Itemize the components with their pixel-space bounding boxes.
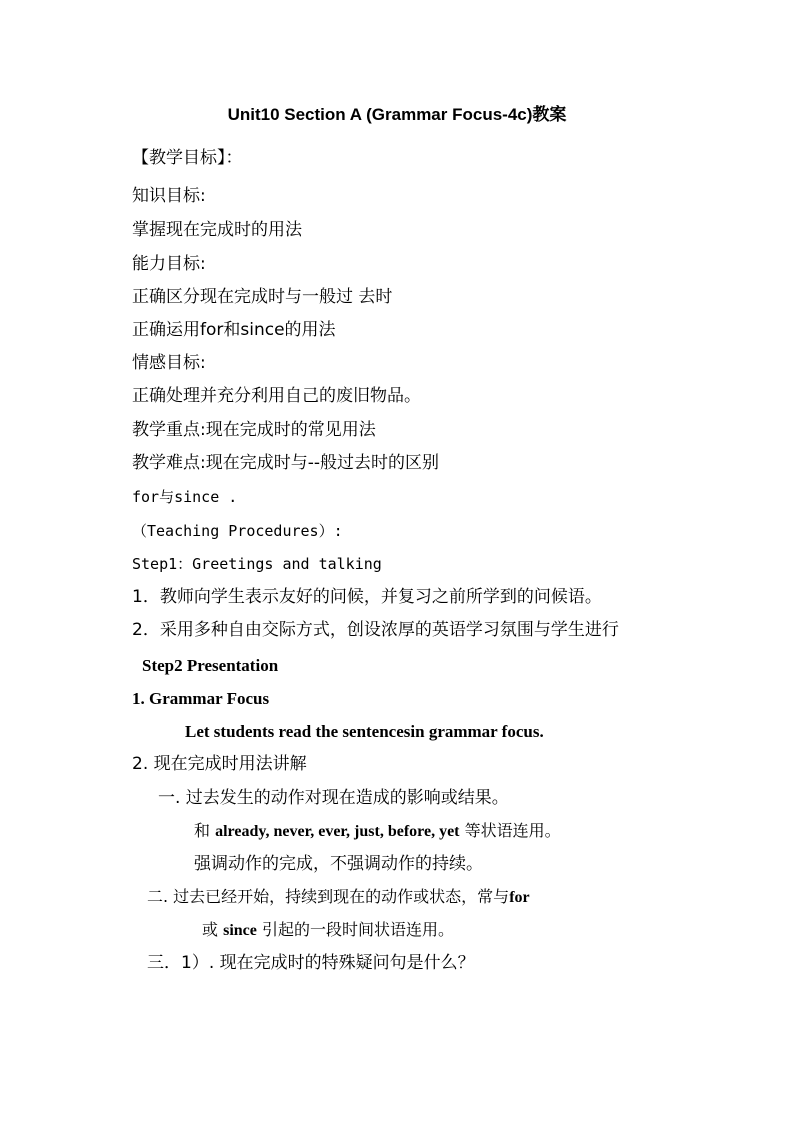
point-1: 一. 过去发生的动作对现在造成的影响或结果。 bbox=[158, 788, 509, 808]
point-1-sub-1-post: 等状语连用。 bbox=[464, 821, 561, 840]
knowledge-text: 掌握现在完成时的用法 bbox=[132, 220, 302, 240]
point-1-sub-1-pre: 和 bbox=[194, 821, 211, 840]
point-1-sub-1-words: already, never, ever, just, before, yet bbox=[215, 823, 460, 840]
knowledge-label: 知识目标: bbox=[132, 186, 206, 206]
explain-heading: 2. 现在完成时用法讲解 bbox=[132, 754, 307, 774]
objectives-heading: 【教学目标】： bbox=[132, 148, 243, 168]
grammar-focus-text: Let students read the sentencesin grammar focus. bbox=[185, 722, 544, 741]
difficult-point-2: for与since . bbox=[132, 488, 238, 506]
point-2-sub-pre: 或 bbox=[202, 920, 219, 939]
emotion-text: 正确处理并充分利用自己的废旧物品。 bbox=[132, 386, 421, 406]
difficult-point: 教学难点:现在完成时与--般过去时的区别 bbox=[132, 453, 439, 473]
ability-label: 能力目标: bbox=[132, 254, 206, 274]
point-1-sub-1 bbox=[194, 823, 561, 840]
point-2-sub bbox=[202, 922, 454, 939]
step1-item-1: 1．教师向学生表示友好的问候，并复习之前所学到的问候语。 bbox=[132, 587, 602, 607]
grammar-focus-heading: 1. Grammar Focus bbox=[132, 689, 270, 708]
point-2 bbox=[147, 889, 530, 906]
key-point: 教学重点:现在完成时的常见用法 bbox=[132, 420, 376, 440]
step1-item-2: 2．采用多种自由交际方式，创设浓厚的英语学习氛围与学生进行 bbox=[132, 620, 619, 640]
point-3: 三．1）. 现在完成时的特殊疑问句是什么？ bbox=[147, 953, 475, 973]
emotion-label: 情感目标: bbox=[132, 353, 206, 373]
procedures-heading: （Teaching Procedures）: bbox=[132, 522, 343, 540]
step1-heading: Step1：Greetings and talking bbox=[132, 555, 382, 573]
point-2-sub-post: 引起的一段时间状语连用。 bbox=[261, 920, 454, 939]
document-title: Unit10 Section A (Grammar Focus-4c)教案 bbox=[227, 105, 567, 124]
point-1-sub-2: 强调动作的完成，不强调动作的持续。 bbox=[194, 854, 483, 874]
step2-heading: Step2 Presentation bbox=[142, 656, 279, 675]
point-2-for: for bbox=[509, 889, 530, 906]
point-2-since: since bbox=[223, 922, 257, 939]
ability-text-2: 正确运用for和since的用法 bbox=[132, 320, 336, 340]
point-2-pre: 二. 过去已经开始，持续到现在的动作或状态，常与 bbox=[147, 887, 510, 906]
ability-text-1: 正确区分现在完成时与一般过 去时 bbox=[132, 287, 393, 307]
